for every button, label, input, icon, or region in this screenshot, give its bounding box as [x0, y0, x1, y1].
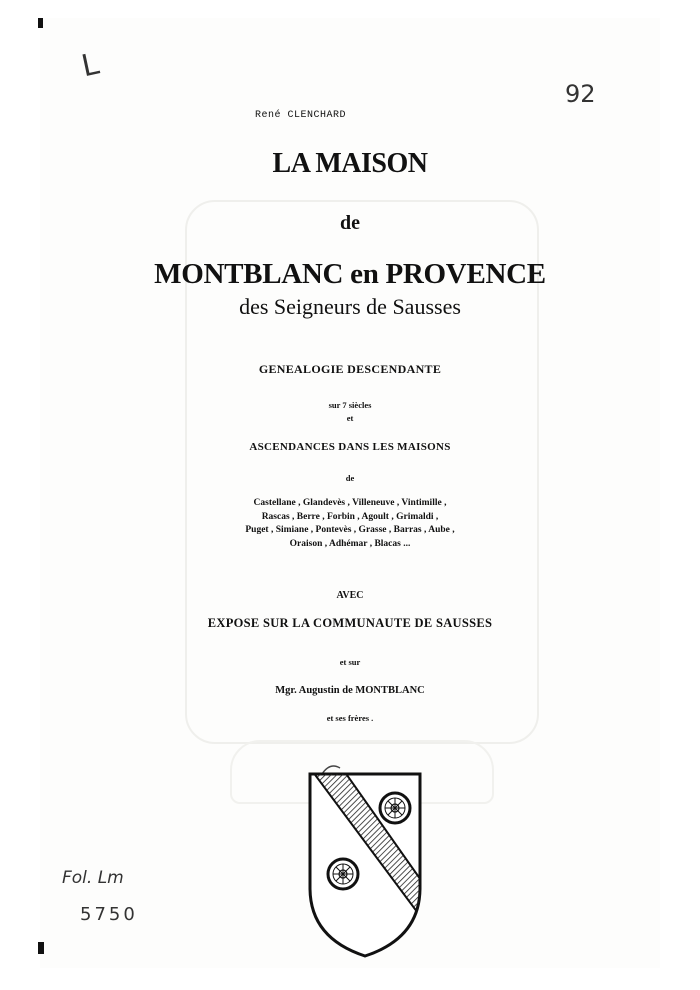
with-text: AVEC [336, 590, 364, 601]
shelfmark-line2: 5750 [80, 904, 138, 925]
scan-edge-mark-bottom [38, 942, 44, 954]
houses-line: Oraison , Adhémar , Blacas ... [289, 538, 411, 549]
title-line3: MONTBLANC en PROVENCE [154, 258, 546, 290]
check-mark: L [78, 46, 103, 85]
genealogy-heading: GENEALOGIE DESCENDANTE [258, 362, 442, 376]
of-text: de [345, 473, 355, 483]
and-text: et [346, 413, 354, 423]
page-number: 92 [565, 80, 596, 108]
houses-list [0, 497, 700, 551]
houses-line: Rascas , Berre , Forbin , Agoult , Grimaldi , [261, 511, 439, 522]
and-on-text: et sur [339, 657, 361, 667]
author: René CLENCHARD [255, 110, 347, 121]
title-line2: de [340, 212, 360, 234]
coat-of-arms [300, 760, 430, 960]
brothers-text: et ses frères . [326, 713, 374, 723]
monseigneur-text: Mgr. Augustin de MONTBLANC [275, 685, 425, 696]
scan-edge-mark-top [38, 18, 43, 28]
subtitle: des Seigneurs de Sausses [239, 294, 461, 319]
shelfmark-line1: Fol. Lm [62, 868, 124, 888]
houses-line: Castellane , Glandevès , Villeneuve , Vintimille , [253, 498, 447, 508]
expose-heading: EXPOSE SUR LA COMMUNAUTE DE SAUSSES [207, 616, 493, 630]
title-line1: LA MAISON [272, 148, 428, 179]
ascendances-heading: ASCENDANCES DANS LES MAISONS [249, 441, 451, 453]
centuries-text: sur 7 siècles [328, 400, 372, 410]
houses-line: Puget , Simiane , Pontevès , Grasse , Barras , Aube , [245, 525, 455, 535]
